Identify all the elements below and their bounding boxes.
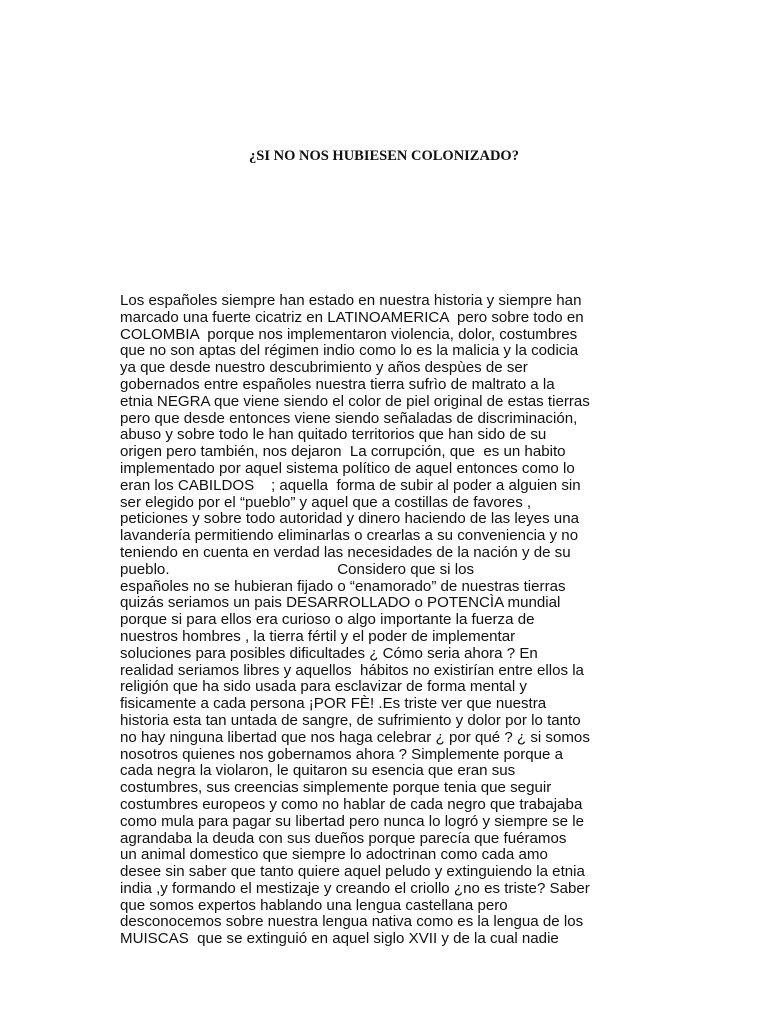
body-text-line: pero que desde entonces viene siendo señaladas de discriminación, [120, 409, 578, 427]
document-body [120, 293, 680, 948]
body-text-line: origen pero también, nos dejaron La corrupción, que es un habito [120, 443, 566, 461]
body-text-line: historia esta tan untada de sangre, de sufrimiento y dolor por lo tanto [120, 711, 581, 729]
body-text-line: agrandaba la deuda con sus dueños porque parecía que fuéramos [120, 829, 567, 847]
body-text-line: españoles no se hubieran fijado o “enamorado” de nuestras tierras [120, 577, 566, 595]
body-text-line: porque si para ellos era curioso o algo importante la fuerza de [120, 611, 535, 629]
body-text-line: que somos expertos hablando una lengua castellana pero [120, 896, 508, 914]
body-text-line: etnia NEGRA que viene siendo el color de piel original de estas tierras [120, 392, 590, 410]
body-text-line: ser elegido por el “pueblo” y aquel que a costillas de favores , [120, 493, 532, 511]
body-text-line: india ,y formando el mestizaje y creando el criollo ¿no es triste? Saber [120, 879, 590, 897]
body-text-line: gobernados entre españoles nuestra tierra sufrìo de maltrato a la [120, 375, 555, 393]
body-text-line: eran los CABILDOS ; aquella forma de subir al poder a alguien sin [120, 476, 581, 494]
body-text-line: realidad seriamos libres y aquellos hábitos no existirían entre ellos la [120, 661, 584, 679]
body-text-line: un animal domestico que siempre lo adoctrinan como cada amo [120, 846, 548, 864]
body-text-line: costumbres, sus creencias simplemente porque tenia que seguir [120, 779, 552, 797]
body-text-line: nosotros quienes nos gobernamos ahora ? Simplemente porque a [120, 745, 564, 763]
body-text-line: lavandería permitiendo eliminarlas o crearlas a su conveniencia y no [120, 527, 579, 545]
body-text-line: nuestros hombres , la tierra fértil y el poder de implementar [120, 627, 516, 645]
body-text-line: religión que ha sido usada para esclavizar de forma mental y [120, 678, 527, 696]
body-text-line: teniendo en cuenta en verdad las necesidades de la nación y de su [120, 543, 571, 561]
body-text-line: COLOMBIA porque nos implementaron violencia, dolor, costumbres [120, 325, 578, 343]
body-text-line: ya que desde nuestro descubrimiento y años despùes de ser [120, 359, 528, 377]
body-text-line: abuso y sobre todo le han quitado territorios que han sido de su [120, 426, 547, 444]
body-text-line: Los españoles siempre han estado en nuestra historia y siempre han [120, 292, 582, 309]
body-text-line: no hay ninguna libertad que nos haga celebrar ¿ por qué ? ¿ si somos [120, 728, 590, 746]
body-text-line: MUISCAS que se extinguió en aquel siglo XVII y de la cual nadie [120, 930, 559, 948]
body-text-line: costumbres europeos y como no hablar de cada negro que trabajaba [120, 795, 583, 813]
body-text-line: implementado por aquel sistema político de aquel entonces como lo [120, 459, 575, 477]
body-text-line: que no son aptas del régimen indio como lo es la malicia y la codicia [120, 342, 579, 360]
body-text-line: como mula para pagar su libertad pero nunca lo logró y siempre se le [120, 812, 584, 830]
document-title: ¿SI NO NOS HUBIESEN COLONIZADO? [249, 148, 519, 164]
body-text-line: pueblo. Considero que si los [120, 560, 475, 578]
body-text-line: quizás seriamos un pais DESARROLLADO o POTENCÌA mundial [120, 594, 561, 612]
body-text-line: desee sin saber que tanto quiere aquel peludo y extinguiendo la etnia [120, 863, 585, 881]
body-text-line: soluciones para posibles dificultades ¿ Cómo seria ahora ? En [120, 644, 538, 662]
body-text-line: marcado una fuerte cicatriz en LATINOAMERICA pero sobre todo en [120, 308, 584, 326]
body-text-line: fisicamente a cada persona ¡POR FÈ! .Es triste ver que nuestra [120, 695, 547, 713]
body-text-line: desconocemos sobre nuestra lengua nativa como es la lengua de los [120, 913, 584, 931]
body-text-line: cada negra la violaron, le quitaron su esencia que eran sus [120, 762, 516, 780]
body-text-line: peticiones y sobre todo autoridad y dinero haciendo de las leyes una [120, 510, 579, 528]
